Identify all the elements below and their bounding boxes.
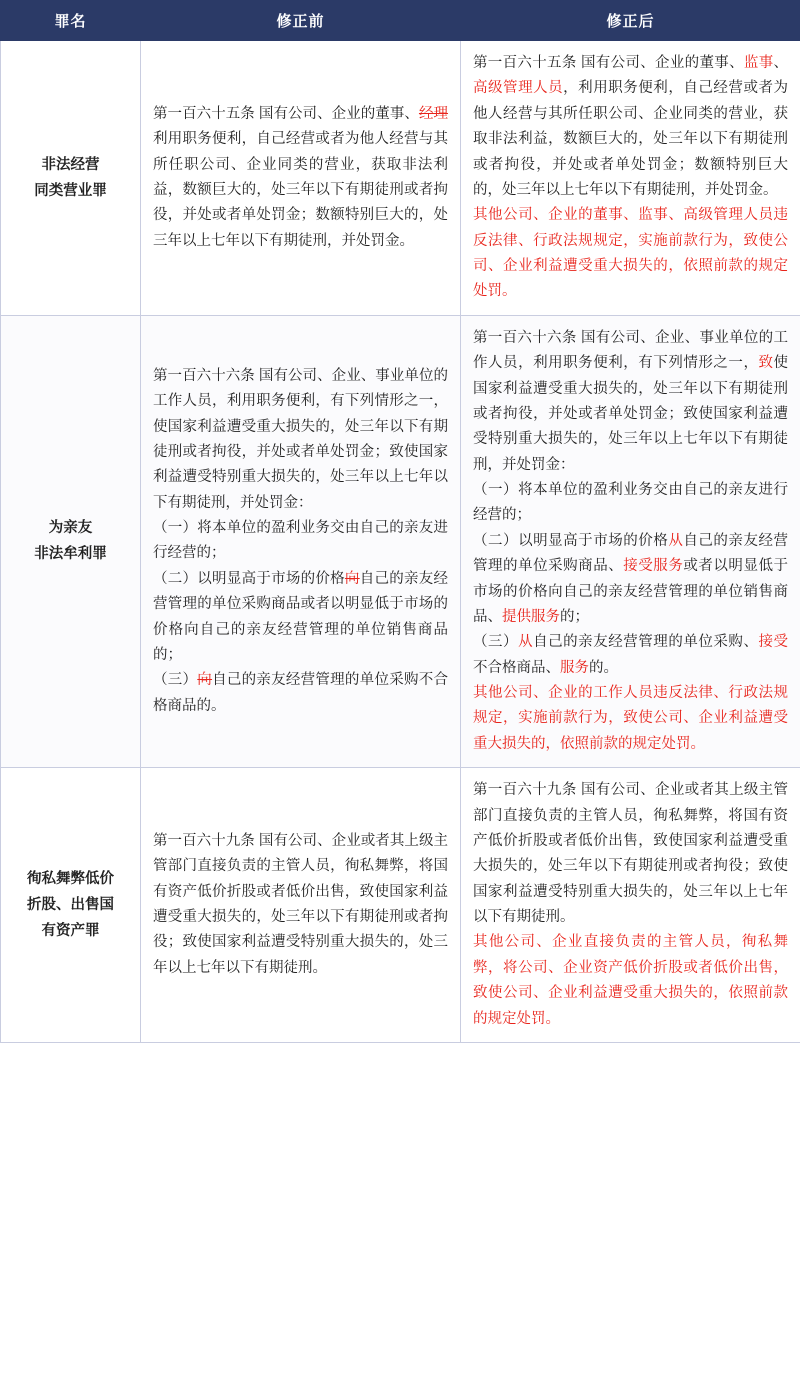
body-text: （二）以明显高于市场的价格 <box>153 570 345 587</box>
table-row <box>1 768 800 1043</box>
inserted-text: 其他公司、企业的董事、监事、高级管理人员违反法律、行政法规规定，实施前款行为，致使公司、企业利益遭受重大损失的，依照前款的规定处罚。 <box>473 207 788 300</box>
before-paragraph <box>153 364 448 719</box>
body-text: 、 <box>773 55 789 71</box>
crime-name-line: 有资产罪 <box>41 923 100 940</box>
after-text-cell-0 <box>461 41 800 316</box>
body-text: 的； <box>560 608 589 625</box>
crime-name-line: 非法经营 <box>41 156 100 173</box>
body-text: 第一百六十六条 国有公司、企业、事业单位的工作人员，利用职务便利，有下列情形之一， <box>473 329 788 372</box>
table-body <box>1 41 800 1043</box>
deleted-text: 向 <box>197 672 213 689</box>
body-text: 第一百六十五条 国有公司、企业的董事、 <box>153 105 419 122</box>
inserted-text: 监事 <box>743 55 774 71</box>
inserted-text: 服务 <box>560 659 589 676</box>
crime-name-line: 徇私舞弊低价 <box>27 870 114 887</box>
inserted-text: 提供服务 <box>502 608 560 625</box>
crime-name-cell-2 <box>1 768 141 1043</box>
after-paragraph <box>473 778 788 930</box>
inserted-text: 其他公司、企业的工作人员违反法律、行政法规规定，实施前款行为，致使公司、企业利益遭受重大损失的，依照前款的规定处罚。 <box>473 685 788 752</box>
inserted-text: 高级管理人员 <box>473 80 564 97</box>
inserted-text: 接受服务 <box>623 558 684 575</box>
inserted-text: 从 <box>518 634 534 651</box>
body-text: 第一百六十九条 国有公司、企业或者其上级主管部门直接负责的主管人员，徇私舞弊，将国有资产低价折股或者低价出售，致使国家利益遭受重大损失的，处三年以下有期徒刑或者拘役；致使国家利益遭受特别重大损失的，处三年以上七年以下有期徒刑。 <box>153 832 448 976</box>
body-text: 利用职务便利，自己经营或者为他人经营与其所任职公司、企业同类的营业，获取非法利益，数额巨大的，处三年以下有期徒刑或者拘役，并处或者单处罚金；数额特别巨大的，处三年以上七年以下有期徒刑，并处罚金。 <box>153 131 448 249</box>
before-text-cell-0 <box>141 41 461 316</box>
body-text: 自己的亲友经营管理的单位采购、 <box>533 634 759 651</box>
deleted-text: 向 <box>344 570 360 587</box>
after-added-paragraph <box>473 203 788 305</box>
column-header-crime: 罪名 <box>1 1 141 41</box>
body-text: 自己的亲友经营管理的单位采购不合格商品的。 <box>153 672 449 714</box>
crime-name-cell-1 <box>1 315 141 767</box>
column-header-before: 修正前 <box>141 1 461 41</box>
after-text-cell-1 <box>461 315 800 767</box>
before-text-cell-1 <box>141 315 461 767</box>
body-text: （一）将本单位的盈利业务交由自己的亲友进行经营的； <box>473 482 788 524</box>
deleted-text: 经理 <box>418 105 449 122</box>
body-text: ，利用职务便利，自己经营或者为他人经营与其所任职公司、企业同类的营业，获取非法利益，数额巨大的，处三年以下有期徒刑或者拘役，并处或者单处罚金；数额特别巨大的，处三年以上七年以下有期徒刑，并处罚金。 <box>473 80 789 198</box>
header-row <box>1 1 800 41</box>
body-text: 第一百六十五条 国有公司、企业的董事、 <box>473 55 744 71</box>
body-text: 自己的亲友经营管理的单位采购商品或者以明显低于市场的价格向自己的亲友经营管理的单位销售商品的； <box>153 570 449 663</box>
table-header <box>1 1 800 41</box>
before-text-cell-2 <box>141 768 461 1043</box>
body-text: 不合格商品、 <box>473 659 560 676</box>
after-paragraph <box>473 326 788 681</box>
body-text: 自己的亲友经营管理的单位采购商品、 <box>473 532 789 575</box>
table-row <box>1 41 800 316</box>
after-added-paragraph <box>473 681 788 757</box>
table-row <box>1 315 800 767</box>
body-text: 的。 <box>589 659 618 676</box>
inserted-text: 接受 <box>758 634 789 651</box>
body-text: 第一百六十六条 国有公司、企业、事业单位的工作人员，利用职务便利，有下列情形之一，使国家利益遭受重大损失的，处三年以下有期徒刑或者拘役，并处或者单处罚金；致使国家利益遭受特别重大损失的，处三年以上七年以下有期徒刑，并处罚金： <box>153 367 448 511</box>
crime-name-line: 为亲友 <box>48 520 93 537</box>
body-text: （三） <box>473 634 519 651</box>
body-text: 第一百六十九条 国有公司、企业或者其上级主管部门直接负责的主管人员，徇私舞弊，将国有资产低价折股或者低价出售，致使国家利益遭受重大损失的，处三年以下有期徒刑或者拘役；致使国家利益遭受特别重大损失的，处三年以上七年以下有期徒刑。 <box>473 782 788 925</box>
after-paragraph <box>473 51 788 203</box>
body-text: （一）将本单位的盈利业务交由自己的亲友进行经营的； <box>153 520 448 562</box>
before-paragraph <box>153 102 448 254</box>
body-text: 或者以明显低于市场的价格向自己的亲友经营管理的单位销售商品、 <box>473 558 789 625</box>
inserted-text: 其他公司、企业直接负责的主管人员，徇私舞弊，将公司、企业资产低价折股或者低价出售，致使公司、企业利益遭受重大损失的，依照前款的规定处罚。 <box>473 934 788 1027</box>
before-paragraph <box>153 829 448 981</box>
after-text-cell-2 <box>461 768 800 1043</box>
column-header-after: 修正后 <box>461 1 800 41</box>
inserted-text: 从 <box>668 532 684 549</box>
crime-name-cell-0 <box>1 41 141 316</box>
after-added-paragraph <box>473 930 788 1032</box>
crime-name-line: 同类营业罪 <box>34 182 107 199</box>
body-text: （二）以明显高于市场的价格 <box>473 532 669 549</box>
crime-name-line: 非法牟利罪 <box>34 546 107 563</box>
body-text: 使国家利益遭受重大损失的，处三年以下有期徒刑或者拘役，并处或者单处罚金；致使国家利益遭受特别重大损失的，处三年以上七年以下有期徒刑，并处罚金： <box>473 355 789 473</box>
body-text: （三） <box>153 672 198 689</box>
inserted-text: 致 <box>758 355 774 372</box>
crime-name-line: 折股、出售国 <box>27 896 114 913</box>
